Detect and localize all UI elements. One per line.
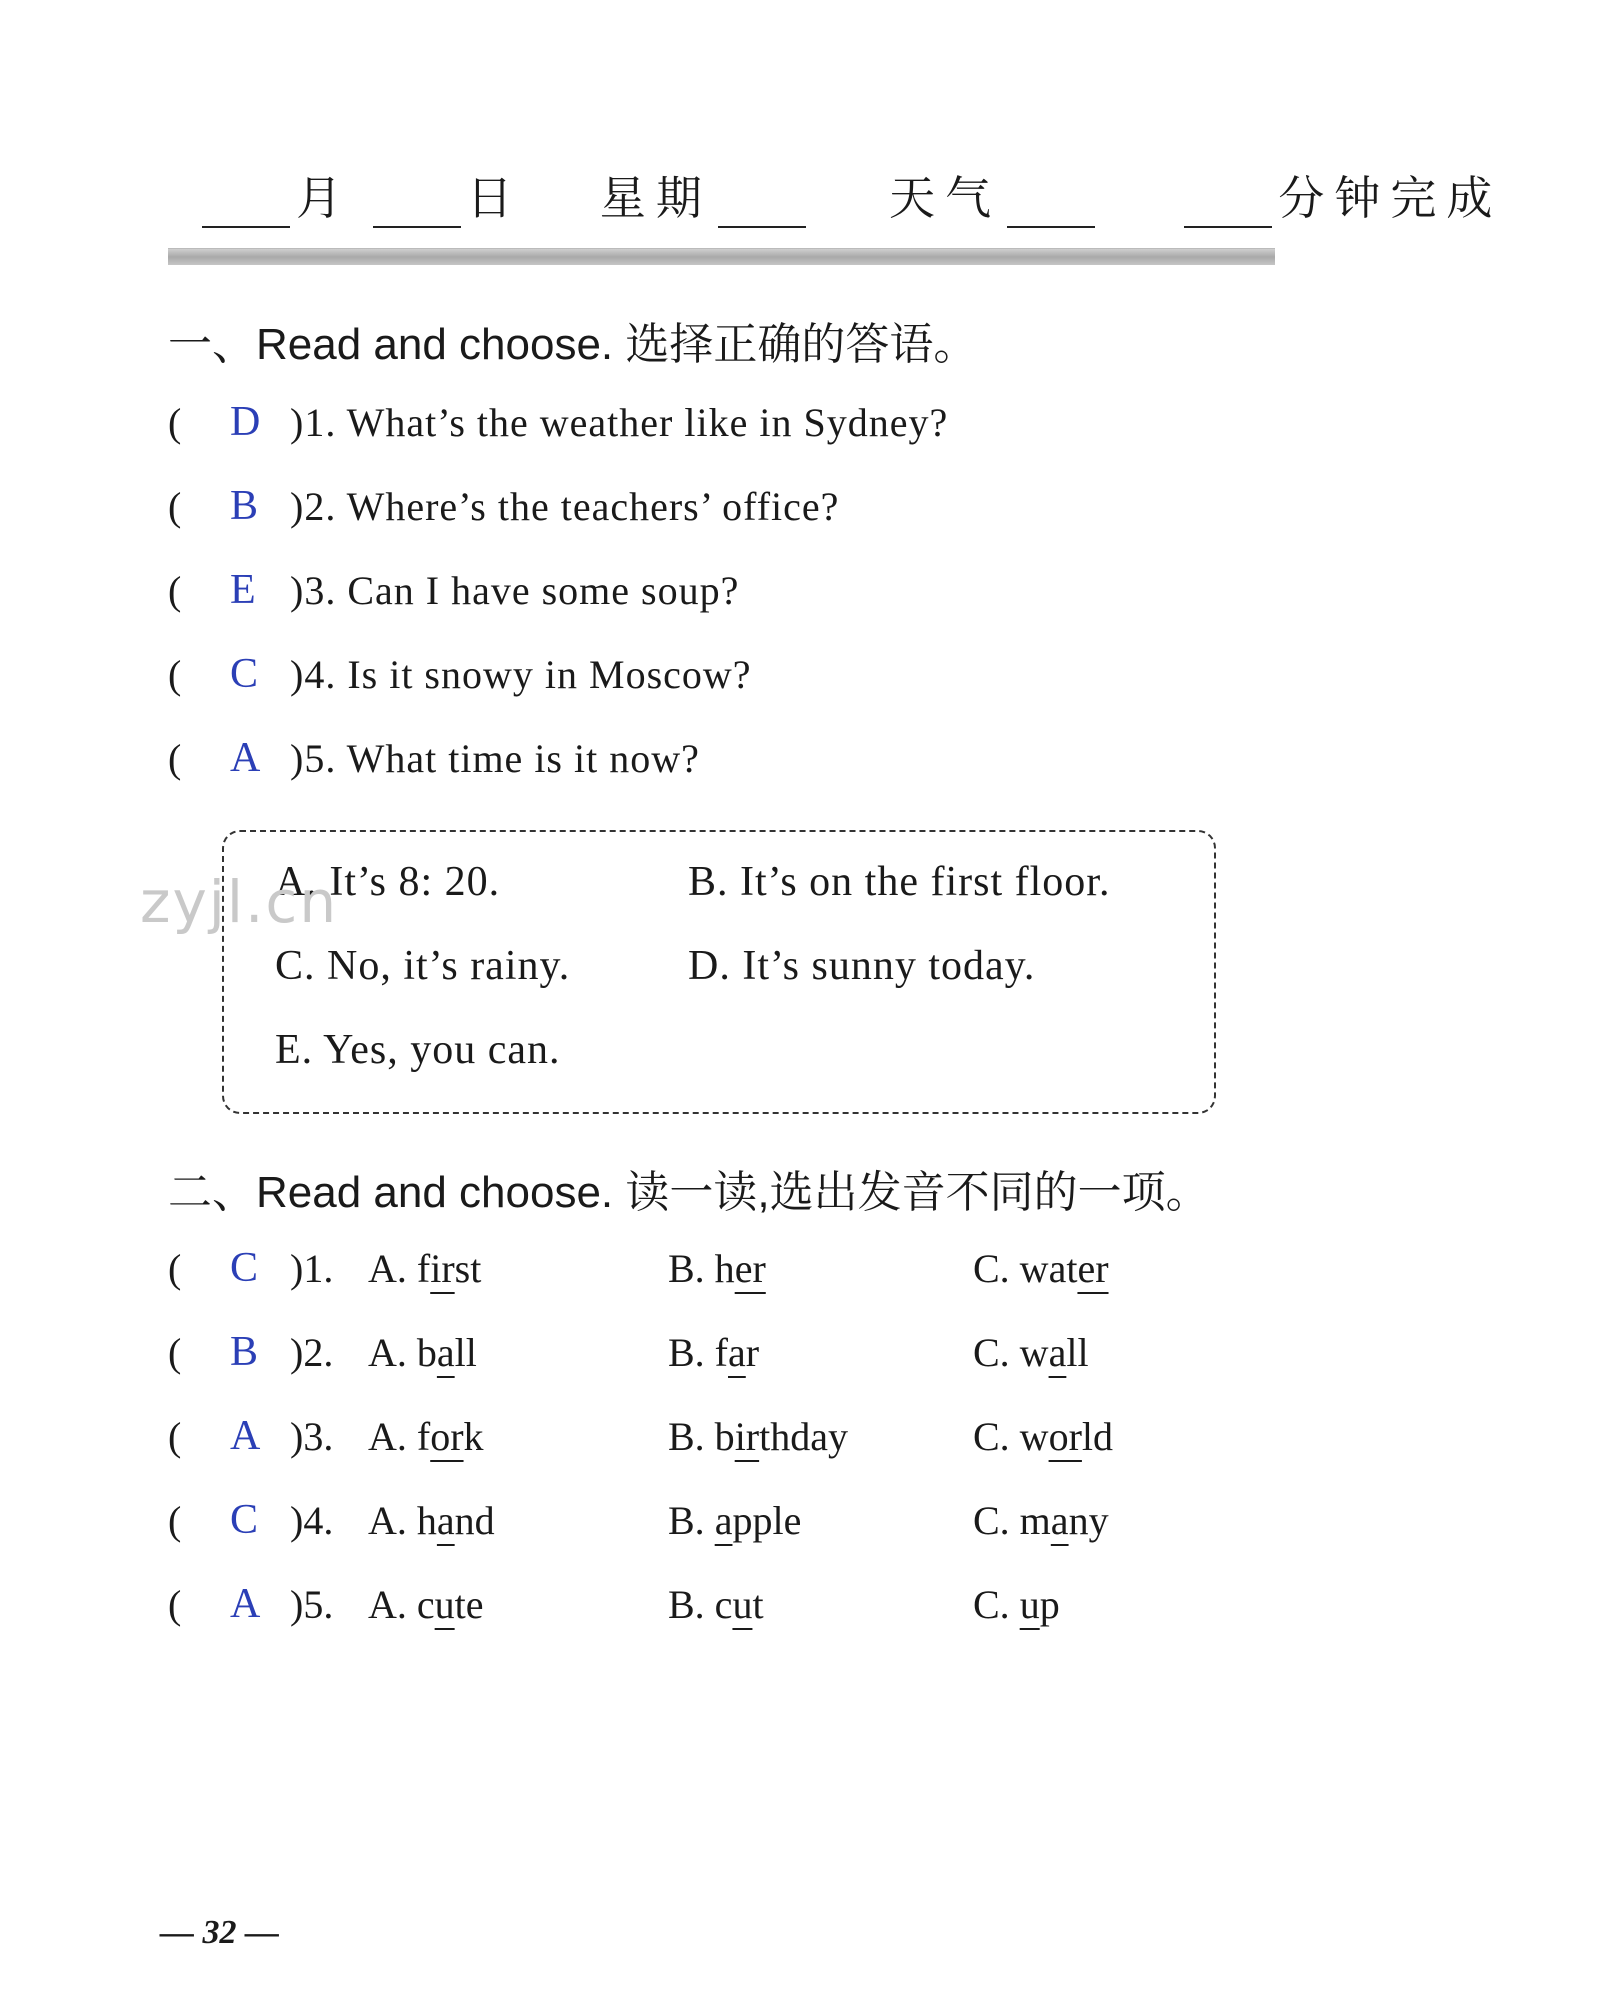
option-d: D. It’s sunny today. [688,943,1036,989]
choice-a [368,1413,668,1460]
choice-c [973,1413,1193,1460]
answer-mark[interactable]: D [230,399,261,445]
choice-text: B. f [668,1329,728,1375]
choice-text: C. wat [973,1245,1078,1291]
minutes-blank[interactable] [1184,180,1272,228]
choice-c [973,1581,1193,1628]
section1-questions [168,380,948,800]
answer-mark[interactable]: B [230,483,259,529]
day-blank[interactable] [373,180,461,228]
choice-text: A. f [368,1245,431,1291]
choice-a [368,1245,668,1292]
choice-c [973,1245,1193,1292]
choice-text: te [454,1581,484,1627]
choice-text: pple [732,1497,802,1543]
question-text: )2. Where’s the teachers’ office? [290,483,840,529]
choice-text: ny [1068,1497,1109,1543]
question-row: ( A )5. What time is it now? [168,735,700,781]
underlined-letters: or [1048,1413,1082,1459]
answer-mark[interactable]: C [230,1497,259,1543]
section2-questions [168,1226,1268,1646]
choice-a [368,1497,668,1544]
answer-mark[interactable]: B [230,1329,259,1375]
choice-text: ld [1081,1413,1114,1459]
answer-mark[interactable]: E [230,567,256,613]
underlined-letters: a [728,1329,746,1375]
option-a: A. It’s 8: 20. [275,859,501,905]
answer-mark[interactable]: C [230,651,259,697]
choice-c [973,1329,1193,1376]
open-paren: ( [168,1245,182,1291]
choice-text: B. c [668,1581,733,1627]
option-c: C. No, it’s rainy. [275,943,571,989]
choice-c [973,1497,1193,1544]
choice-text: p [1039,1581,1060,1627]
question-number: )2. [290,1329,334,1375]
question-row: ( B )2. Where’s the teachers’ office? [168,483,840,529]
open-paren: ( [168,1413,182,1459]
option-b: B. It’s on the first floor. [688,859,1111,905]
page-number: — 32 — [160,1914,279,1951]
choice-text: k [463,1413,484,1459]
month-label: 月 [296,171,352,225]
open-paren: ( [168,1581,182,1627]
question-number: )4. [290,1497,334,1543]
choice-text: ll [1066,1329,1089,1375]
header-rule [168,248,1275,265]
choice-a [368,1329,668,1376]
choice-b [668,1413,973,1460]
underlined-letters: er [734,1245,766,1291]
choice-text: C. w [973,1329,1049,1375]
choice-text: ll [454,1329,477,1375]
phonics-row [168,1562,1268,1646]
underlined-letters: u [434,1581,455,1627]
watermark: zyjl.cn [140,868,339,936]
choice-text: B. h [668,1245,735,1291]
underlined-letters: u [732,1581,753,1627]
choice-text: nd [454,1497,495,1543]
underlined-letters: u [1019,1581,1040,1627]
weather-blank[interactable] [1007,180,1095,228]
underlined-letters: a [436,1497,455,1543]
question-row: ( D )1. What’s the weather like in Sydney? [168,399,949,445]
choice-text: thday [759,1413,848,1459]
choice-text: st [454,1245,482,1291]
choice-text: B. [668,1497,715,1543]
answer-mark[interactable]: C [230,1245,259,1291]
underlined-letters: er [1077,1245,1109,1291]
weather-label: 天气 [889,171,1002,225]
underlined-letters: a [1050,1497,1069,1543]
choice-text: C. w [973,1413,1049,1459]
underlined-letters: or [430,1413,464,1459]
question-number: )1. [290,1245,334,1291]
choice-text: A. c [368,1581,435,1627]
phonics-row [168,1226,1268,1310]
question-row: ( E )3. Can I have some soup? [168,567,740,613]
question-text: )1. What’s the weather like in Sydney? [290,399,949,445]
choice-text: r [745,1329,760,1375]
answer-mark[interactable]: A [230,1413,261,1459]
question-text: )3. Can I have some soup? [290,567,740,613]
choice-text: C. m [973,1497,1051,1543]
choice-b [668,1581,973,1628]
month-blank[interactable] [202,180,290,228]
question-number: )5. [290,1581,334,1627]
section2-title: 二、Read and choose. 读一读,选出发音不同的一项。 [168,1168,1210,1217]
day-label: 日 [466,171,523,225]
choice-text: A. h [368,1497,437,1543]
phonics-row [168,1478,1268,1562]
choice-text: t [752,1581,764,1627]
answer-mark[interactable]: A [230,1581,261,1627]
underlined-letters: ir [430,1245,455,1291]
choice-b [668,1245,973,1292]
open-paren: ( [168,1497,182,1543]
phonics-row [168,1310,1268,1394]
underlined-letters: a [714,1497,733,1543]
option-e: E. Yes, you can. [275,1027,561,1073]
question-text: )4. Is it snowy in Moscow? [290,651,752,697]
weekday-blank[interactable] [718,180,806,228]
choice-text: A. f [368,1413,431,1459]
choice-text: B. b [668,1413,735,1459]
section1-title: 一、Read and choose. 选择正确的答语。 [168,320,978,369]
header-fields [196,162,1502,228]
underlined-letters: ir [734,1413,760,1459]
answer-mark[interactable]: A [230,735,261,781]
minutes-label: 分钟完成 [1278,171,1503,225]
choice-text: A. b [368,1329,437,1375]
question-row: ( C )4. Is it snowy in Moscow? [168,651,752,697]
choice-a [368,1581,668,1628]
underlined-letters: a [1048,1329,1067,1375]
question-number: )3. [290,1413,334,1459]
phonics-row [168,1394,1268,1478]
weekday-label: 星期 [599,171,712,225]
open-paren: ( [168,1329,182,1375]
question-text: )5. What time is it now? [290,735,700,781]
choice-b [668,1329,973,1376]
choice-text: C. [973,1581,1020,1627]
underlined-letters: a [436,1329,455,1375]
choice-b [668,1497,973,1544]
